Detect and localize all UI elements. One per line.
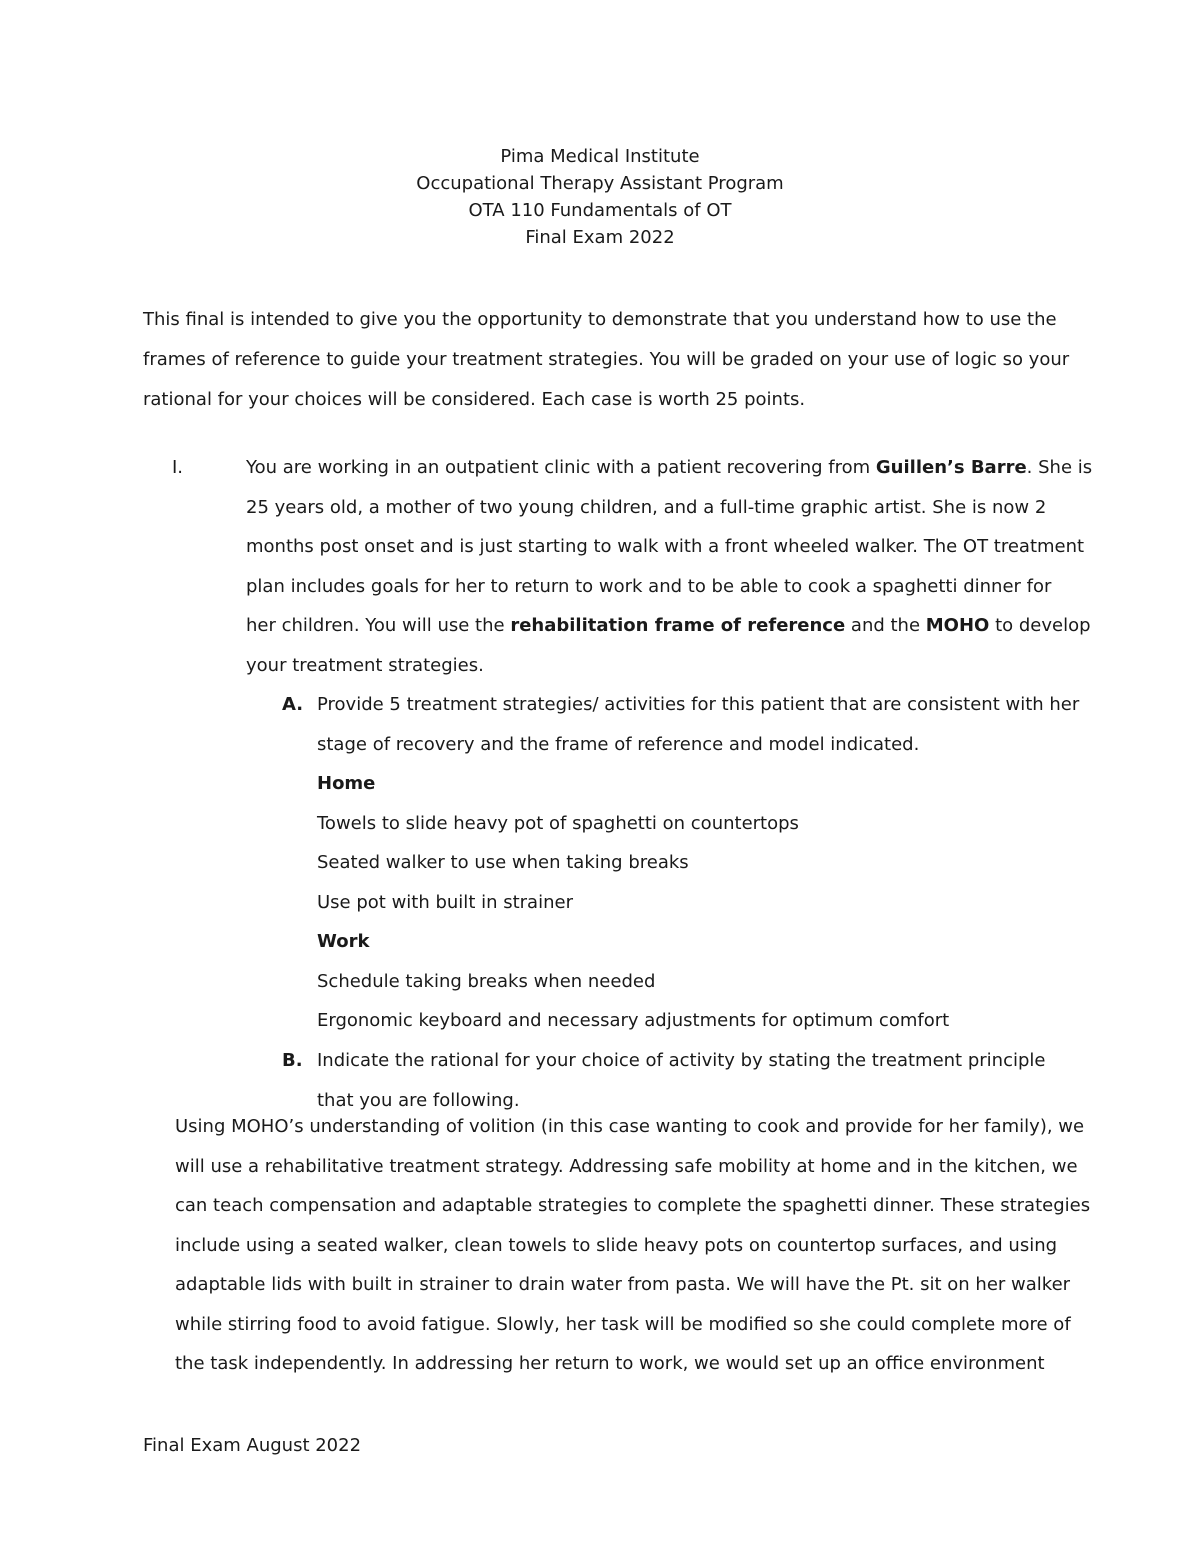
part-b-line: Indicate the rational for your choice of activity by stating the treatment principle — [317, 1050, 1046, 1071]
course-name: OTA 110 Fundamentals of OT — [468, 200, 732, 221]
work-item: Ergonomic keyboard and necessary adjustments for optimum comfort — [317, 1010, 950, 1031]
work-item: Schedule taking breaks when needed — [317, 970, 656, 992]
answer-line: Using MOHO’s understanding of volition (in this case wanting to cook and provide for her family), we — [175, 1116, 1085, 1137]
case-number: I. — [172, 457, 184, 478]
case-text: and the — [845, 615, 926, 636]
answer-line: can teach compensation and adaptable strategies to complete the spaghetti dinner. These strategies — [175, 1195, 1091, 1216]
answer-line: include using a seated walker, clean towels to slide heavy pots on countertop surfaces, and using — [175, 1234, 1058, 1256]
work-heading — [317, 922, 1062, 962]
program-name: Occupational Therapy Assistant Program — [416, 173, 784, 194]
document-header — [0, 143, 1200, 251]
part-a-marker: A. — [282, 694, 304, 715]
page-footer: Final Exam August 2022 — [143, 1435, 362, 1456]
intro-line: frames of reference to guide your treatment strategies. You will be graded on your use of logic so your — [143, 349, 1070, 370]
part-a-line: stage of recovery and the frame of reference and model indicated. — [317, 733, 920, 755]
home-item: Towels to slide heavy pot of spaghetti on countertops — [317, 812, 799, 834]
frame-of-reference-bold: rehabilitation frame of reference — [510, 615, 846, 636]
part-b-line: that you are following. — [317, 1089, 520, 1111]
exam-title: Final Exam 2022 — [525, 227, 675, 248]
home-heading — [317, 764, 1062, 804]
home-heading-text: Home — [317, 773, 376, 794]
case-line: your treatment strategies. — [246, 654, 484, 676]
case-text: . She is — [1026, 457, 1093, 478]
answer-line: will use a rehabilitative treatment strategy. Addressing safe mobility at home and in the kitchen, we — [175, 1155, 1078, 1177]
answer-line: the task independently. In addressing her return to work, we would set up an office environment — [175, 1353, 1045, 1374]
home-item: Seated walker to use when taking breaks — [317, 852, 689, 873]
case-line: months post onset and is just starting to walk with a front wheeled walker. The OT treatment — [246, 536, 1085, 557]
case-text: You are working in an outpatient clinic with a patient recovering from — [246, 457, 876, 478]
case-line — [246, 606, 1091, 646]
answer-paragraph — [175, 1107, 1091, 1384]
case-text: to develop — [989, 615, 1091, 636]
part-a-body — [317, 685, 1080, 1041]
model-bold: MOHO — [925, 615, 990, 636]
part-a — [282, 685, 1080, 1045]
intro-paragraph — [143, 300, 1070, 420]
case-line: plan includes goals for her to return to work and to be able to cook a spaghetti dinner for — [246, 575, 1052, 597]
case-description — [246, 448, 1093, 685]
case-line: 25 years old, a mother of two young children, and a full-time graphic artist. She is now 2 — [246, 496, 1047, 518]
answer-line: while stirring food to avoid fatigue. Slowly, her task will be modified so she could complete more of — [175, 1313, 1071, 1335]
diagnosis-bold: Guillen’s Barre — [875, 457, 1027, 478]
part-a-line: Provide 5 treatment strategies/ activities for this patient that are consistent with her — [317, 694, 1080, 715]
work-heading-text: Work — [317, 931, 370, 952]
institution-name: Pima Medical Institute — [500, 146, 700, 167]
case-text: her children. You will use the — [246, 615, 511, 636]
answer-line: adaptable lids with built in strainer to drain water from pasta. We will have the Pt. sit on her walker — [175, 1274, 1071, 1295]
part-b-marker: B. — [282, 1050, 303, 1071]
intro-line: rational for your choices will be considered. Each case is worth 25 points. — [143, 389, 806, 410]
home-item: Use pot with built in strainer — [317, 891, 573, 913]
case-line — [246, 448, 1093, 488]
intro-line: This final is intended to give you the opportunity to demonstrate that you understand how to use the — [143, 309, 1057, 330]
